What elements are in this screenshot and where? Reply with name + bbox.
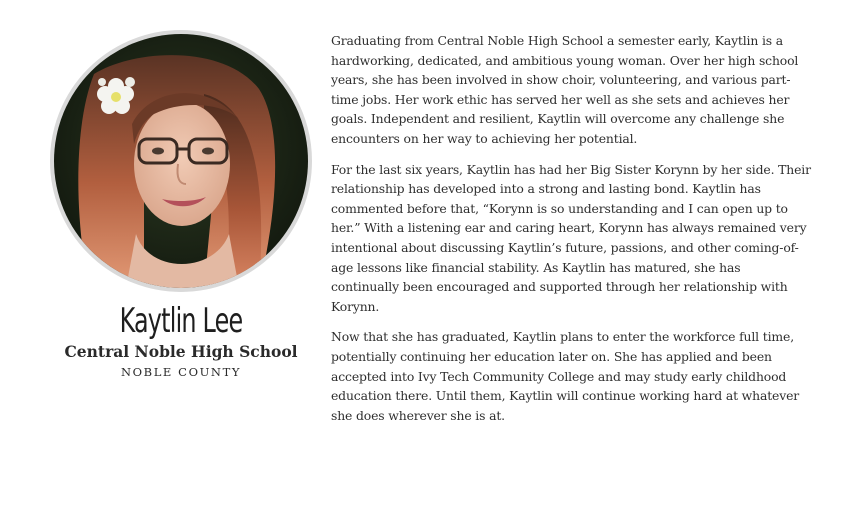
bio-paragraph: Graduating from Central Noble High School a semester early, Kaytlin is a hardworking, dedicated, and ambitious young woman. Over her high school years, she has been involved in show choir, volunteering, and various part-time jobs. Her work ethic has served her well as she sets and achieves her goals. Independent and resilient, Kaytlin will overcome any challenge she encounters on her way to achieving her potential. [331, 33, 799, 146]
flower-icon [97, 77, 135, 114]
bio-text [331, 31, 811, 436]
bio-paragraph: Now that she has graduated, Kaytlin plans to enter the workforce full time, potentially continuing her education later on. She has applied and been accepted into Ivy Tech Community College and may study early childhood education there. Until them, Kaytlin will continue working hard at whatever she does wherever she is at. [331, 329, 800, 423]
portrait-icon [54, 34, 308, 288]
bio-paragraph: For the last six years, Kaytlin has had her Big Sister Korynn by her side. Their relationship has developed into a strong and lasting bond. Kaytlin has commented before that, “Korynn is so understanding and I can open up to her.” With a listening ear and caring heart, Korynn has always remained very intentional about discussing Kaytlin’s future, passions, and other coming-of-age lessons like financial stability. As Kaytlin has matured, she has continually been encouraged and supported through her relationship with Korynn. [331, 161, 811, 314]
county-name: NOBLE COUNTY [120, 365, 242, 379]
school-name: Central Noble High School [64, 342, 298, 361]
portrait-photo [50, 30, 312, 292]
person-name: Kaytlin Lee [119, 301, 243, 341]
profile-card [50, 30, 312, 380]
